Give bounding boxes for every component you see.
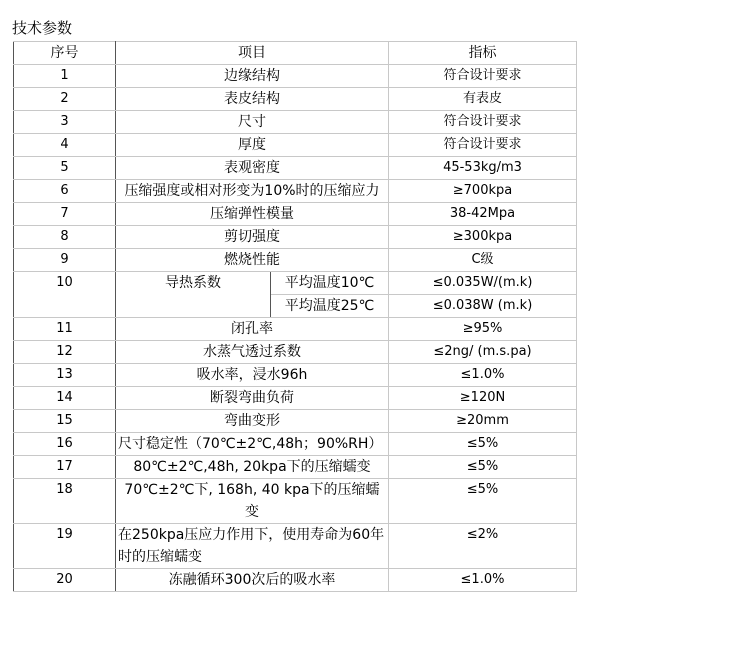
row-number: 17 <box>14 456 116 479</box>
row-value: ≤1.0% <box>389 569 577 592</box>
table-row <box>14 111 577 134</box>
table-row <box>14 479 577 524</box>
row-number: 1 <box>14 65 116 88</box>
row-number: 14 <box>14 387 116 410</box>
row-value: ≤2ng/ (m.s.pa) <box>389 341 577 364</box>
row-value: 符合设计要求 <box>389 65 577 88</box>
row-number: 4 <box>14 134 116 157</box>
row-item: 压缩强度或相对形变为10%时的压缩应力 <box>116 180 389 203</box>
row-value: C级 <box>389 249 577 272</box>
row-number: 15 <box>14 410 116 433</box>
row-value: ≥20mm <box>389 410 577 433</box>
row-value: ≤5% <box>389 479 577 524</box>
row-value: ≤5% <box>389 433 577 456</box>
row-value: ≤5% <box>389 456 577 479</box>
spec-table <box>13 41 577 592</box>
header-no: 序号 <box>14 42 116 65</box>
row-number: 5 <box>14 157 116 180</box>
row-item: 弯曲变形 <box>116 410 389 433</box>
row-number: 7 <box>14 203 116 226</box>
table-row <box>14 65 577 88</box>
table-row <box>14 88 577 111</box>
row-item: 尺寸稳定性（70℃±2℃,48h；90%RH） <box>116 433 389 456</box>
row-value: 45-53kg/m3 <box>389 157 577 180</box>
row-item: 厚度 <box>116 134 389 157</box>
document-title: 技术参数 <box>12 19 73 37</box>
row-value: ≤0.035W/(m.k) <box>389 272 577 295</box>
table-row <box>14 433 577 456</box>
row-item: 表观密度 <box>116 157 389 180</box>
row-number: 6 <box>14 180 116 203</box>
row-item: 吸水率，浸水96h <box>116 364 389 387</box>
row-item: 表皮结构 <box>116 88 389 111</box>
row-item: 导热系数 <box>116 272 271 318</box>
row-number: 13 <box>14 364 116 387</box>
row-item: 在250kpa压应力作用下，使用寿命为60年时的压缩蠕变 <box>116 524 389 569</box>
row-value: ≥95% <box>389 318 577 341</box>
row-number: 16 <box>14 433 116 456</box>
table-row <box>14 249 577 272</box>
table-header-row <box>14 42 577 65</box>
table-row <box>14 364 577 387</box>
row-item: 剪切强度 <box>116 226 389 249</box>
row-number: 20 <box>14 569 116 592</box>
row-item: 80℃±2℃,48h, 20kpa下的压缩蠕变 <box>116 456 389 479</box>
row-number: 2 <box>14 88 116 111</box>
row-value: ≥300kpa <box>389 226 577 249</box>
row-value: ≤1.0% <box>389 364 577 387</box>
row-number: 3 <box>14 111 116 134</box>
row-item: 燃烧性能 <box>116 249 389 272</box>
row-item: 断裂弯曲负荷 <box>116 387 389 410</box>
table-row <box>14 524 577 569</box>
header-index: 指标 <box>389 42 577 65</box>
row-number: 8 <box>14 226 116 249</box>
row-number: 10 <box>14 272 116 318</box>
table-row <box>14 134 577 157</box>
row-number: 11 <box>14 318 116 341</box>
table-body <box>14 65 577 592</box>
row-item: 压缩弹性模量 <box>116 203 389 226</box>
row-value: ≥120N <box>389 387 577 410</box>
header-item: 项目 <box>116 42 389 65</box>
row-item: 冻融循环300次后的吸水率 <box>116 569 389 592</box>
table-row <box>14 157 577 180</box>
row-subitem: 平均温度25℃ <box>271 295 389 318</box>
row-number: 19 <box>14 524 116 569</box>
row-value: 有表皮 <box>389 88 577 111</box>
table-row <box>14 341 577 364</box>
table-row <box>14 569 577 592</box>
row-subitem: 平均温度10℃ <box>271 272 389 295</box>
row-number: 12 <box>14 341 116 364</box>
table-row <box>14 456 577 479</box>
row-value: 符合设计要求 <box>389 111 577 134</box>
table-row <box>14 226 577 249</box>
row-item: 闭孔率 <box>116 318 389 341</box>
table-row <box>14 272 577 295</box>
row-value: ≤0.038W (m.k) <box>389 295 577 318</box>
table-row <box>14 387 577 410</box>
row-number: 18 <box>14 479 116 524</box>
row-value: ≤2% <box>389 524 577 569</box>
row-number: 9 <box>14 249 116 272</box>
table-row <box>14 318 577 341</box>
table-row <box>14 180 577 203</box>
table-row <box>14 410 577 433</box>
row-item: 尺寸 <box>116 111 389 134</box>
row-item: 边缘结构 <box>116 65 389 88</box>
row-value: 38-42Mpa <box>389 203 577 226</box>
row-item: 70℃±2℃下, 168h, 40 kpa下的压缩蠕变 <box>116 479 389 524</box>
table-row <box>14 203 577 226</box>
row-value: ≥700kpa <box>389 180 577 203</box>
row-item: 水蒸气透过系数 <box>116 341 389 364</box>
row-value: 符合设计要求 <box>389 134 577 157</box>
